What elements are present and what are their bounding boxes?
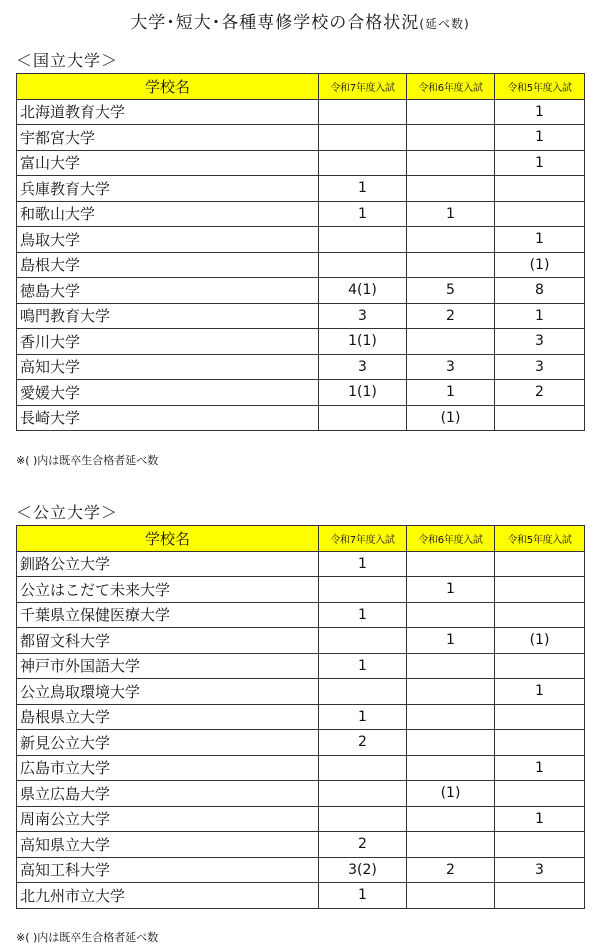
r6-count-cell xyxy=(407,730,495,756)
header-r6: 令和6年度入試 xyxy=(407,526,495,552)
school-name-cell: 宇都宮大学 xyxy=(17,125,319,151)
header-r6: 令和6年度入試 xyxy=(407,74,495,100)
national-note: ※( )内は既卒生合格者延べ数 xyxy=(16,454,159,467)
r5-count-cell: 1 xyxy=(495,99,585,125)
r7-count-cell: 4(1) xyxy=(319,278,407,304)
page-title-main: 大学･短大･各種専修学校の合格状況 xyxy=(130,13,420,33)
table-row xyxy=(17,653,585,679)
r5-count-cell: 8 xyxy=(495,278,585,304)
r6-count-cell xyxy=(407,679,495,705)
r7-count-cell: 3 xyxy=(319,354,407,380)
r7-count-cell xyxy=(319,781,407,807)
r7-count-cell: 1 xyxy=(319,704,407,730)
r7-count-cell: 1 xyxy=(319,201,407,227)
r7-count-cell xyxy=(319,227,407,253)
r6-count-cell xyxy=(407,653,495,679)
table-row xyxy=(17,883,585,909)
r6-count-cell xyxy=(407,755,495,781)
national-section-label: ＜国立大学＞ xyxy=(16,51,119,70)
r7-count-cell: 3 xyxy=(319,303,407,329)
r7-count-cell xyxy=(319,150,407,176)
r6-count-cell: 1 xyxy=(407,380,495,406)
r5-count-cell xyxy=(495,176,585,202)
r7-count-cell xyxy=(319,628,407,654)
table-row xyxy=(17,577,585,603)
school-name-cell: 広島市立大学 xyxy=(17,755,319,781)
r7-count-cell: 3(2) xyxy=(319,857,407,883)
table-row xyxy=(17,99,585,125)
r5-count-cell: 3 xyxy=(495,354,585,380)
r5-count-cell xyxy=(495,832,585,858)
table-row xyxy=(17,806,585,832)
r6-count-cell xyxy=(407,704,495,730)
table-row xyxy=(17,781,585,807)
header-school-name: 学校名 xyxy=(17,74,319,100)
public-note: ※( )内は既卒生合格者延べ数 xyxy=(16,931,159,944)
table-row xyxy=(17,602,585,628)
r7-count-cell xyxy=(319,125,407,151)
r7-count-cell: 1 xyxy=(319,883,407,909)
school-name-cell: 釧路公立大学 xyxy=(17,551,319,577)
r6-count-cell xyxy=(407,329,495,355)
r5-count-cell: (1) xyxy=(495,252,585,278)
header-r5: 令和5年度入試 xyxy=(495,526,585,552)
page-title xyxy=(0,8,600,33)
school-name-cell: 高知県立大学 xyxy=(17,832,319,858)
table-row xyxy=(17,704,585,730)
r5-count-cell xyxy=(495,201,585,227)
r5-count-cell xyxy=(495,883,585,909)
table-header-row xyxy=(17,74,585,100)
r6-count-cell xyxy=(407,99,495,125)
public-university-table xyxy=(16,525,585,909)
table-row xyxy=(17,354,585,380)
r7-count-cell xyxy=(319,405,407,431)
school-name-cell: 北海道教育大学 xyxy=(17,99,319,125)
r5-count-cell xyxy=(495,730,585,756)
r6-count-cell: 2 xyxy=(407,857,495,883)
school-name-cell: 和歌山大学 xyxy=(17,201,319,227)
r7-count-cell xyxy=(319,252,407,278)
r6-count-cell xyxy=(407,252,495,278)
school-name-cell: 香川大学 xyxy=(17,329,319,355)
r6-count-cell: 5 xyxy=(407,278,495,304)
r6-count-cell xyxy=(407,602,495,628)
school-name-cell: 高知大学 xyxy=(17,354,319,380)
school-name-cell: 千葉県立保健医療大学 xyxy=(17,602,319,628)
r6-count-cell: 1 xyxy=(407,628,495,654)
r5-count-cell: 1 xyxy=(495,755,585,781)
table-row xyxy=(17,380,585,406)
r5-count-cell: 2 xyxy=(495,380,585,406)
header-r7: 令和7年度入試 xyxy=(319,526,407,552)
r5-count-cell: 1 xyxy=(495,679,585,705)
table-row xyxy=(17,857,585,883)
school-name-cell: 鳥取大学 xyxy=(17,227,319,253)
r5-count-cell: (1) xyxy=(495,628,585,654)
r6-count-cell xyxy=(407,125,495,151)
r6-count-cell: 1 xyxy=(407,201,495,227)
school-name-cell: 島根県立大学 xyxy=(17,704,319,730)
school-name-cell: 周南公立大学 xyxy=(17,806,319,832)
school-name-cell: 公立はこだて未来大学 xyxy=(17,577,319,603)
table-row xyxy=(17,278,585,304)
r5-count-cell: 1 xyxy=(495,806,585,832)
header-r5: 令和5年度入試 xyxy=(495,74,585,100)
school-name-cell: 県立広島大学 xyxy=(17,781,319,807)
table-row xyxy=(17,227,585,253)
table-row xyxy=(17,755,585,781)
r6-count-cell: 1 xyxy=(407,577,495,603)
r7-count-cell xyxy=(319,577,407,603)
r6-count-cell xyxy=(407,832,495,858)
school-name-cell: 島根大学 xyxy=(17,252,319,278)
r6-count-cell xyxy=(407,176,495,202)
r7-count-cell: 2 xyxy=(319,730,407,756)
r7-count-cell xyxy=(319,679,407,705)
r6-count-cell xyxy=(407,883,495,909)
school-name-cell: 富山大学 xyxy=(17,150,319,176)
r6-count-cell: 3 xyxy=(407,354,495,380)
table-row xyxy=(17,679,585,705)
r5-count-cell xyxy=(495,405,585,431)
r5-count-cell xyxy=(495,551,585,577)
table-row xyxy=(17,551,585,577)
school-name-cell: 愛媛大学 xyxy=(17,380,319,406)
r5-count-cell xyxy=(495,781,585,807)
school-name-cell: 長崎大学 xyxy=(17,405,319,431)
r5-count-cell xyxy=(495,704,585,730)
r7-count-cell xyxy=(319,755,407,781)
school-name-cell: 公立鳥取環境大学 xyxy=(17,679,319,705)
r5-count-cell xyxy=(495,602,585,628)
school-name-cell: 兵庫教育大学 xyxy=(17,176,319,202)
school-name-cell: 都留文科大学 xyxy=(17,628,319,654)
r6-count-cell xyxy=(407,551,495,577)
r6-count-cell: 2 xyxy=(407,303,495,329)
r7-count-cell: 1(1) xyxy=(319,380,407,406)
r5-count-cell xyxy=(495,653,585,679)
table-row xyxy=(17,628,585,654)
r7-count-cell: 2 xyxy=(319,832,407,858)
school-name-cell: 神戸市外国語大学 xyxy=(17,653,319,679)
r7-count-cell: 1 xyxy=(319,551,407,577)
r5-count-cell xyxy=(495,577,585,603)
r6-count-cell xyxy=(407,806,495,832)
r5-count-cell: 1 xyxy=(495,303,585,329)
r7-count-cell xyxy=(319,99,407,125)
table-row xyxy=(17,201,585,227)
r7-count-cell xyxy=(319,806,407,832)
header-school-name: 学校名 xyxy=(17,526,319,552)
school-name-cell: 高知工科大学 xyxy=(17,857,319,883)
r5-count-cell: 1 xyxy=(495,125,585,151)
r6-count-cell: (1) xyxy=(407,781,495,807)
school-name-cell: 徳島大学 xyxy=(17,278,319,304)
r7-count-cell: 1 xyxy=(319,176,407,202)
school-name-cell: 鳴門教育大学 xyxy=(17,303,319,329)
table-header-row xyxy=(17,526,585,552)
r7-count-cell: 1 xyxy=(319,602,407,628)
r5-count-cell: 3 xyxy=(495,857,585,883)
table-row xyxy=(17,252,585,278)
r6-count-cell: (1) xyxy=(407,405,495,431)
table-row xyxy=(17,832,585,858)
national-university-table xyxy=(16,73,585,431)
r7-count-cell: 1 xyxy=(319,653,407,679)
table-row xyxy=(17,329,585,355)
school-name-cell: 新見公立大学 xyxy=(17,730,319,756)
r6-count-cell xyxy=(407,227,495,253)
table-row xyxy=(17,176,585,202)
public-section-label: ＜公立大学＞ xyxy=(16,503,119,522)
r6-count-cell xyxy=(407,150,495,176)
table-row xyxy=(17,150,585,176)
r5-count-cell: 1 xyxy=(495,150,585,176)
r5-count-cell: 3 xyxy=(495,329,585,355)
table-row xyxy=(17,730,585,756)
table-row xyxy=(17,303,585,329)
page-title-suffix: (延べ数) xyxy=(419,17,470,31)
table-row xyxy=(17,125,585,151)
r7-count-cell: 1(1) xyxy=(319,329,407,355)
header-r7: 令和7年度入試 xyxy=(319,74,407,100)
r5-count-cell: 1 xyxy=(495,227,585,253)
school-name-cell: 北九州市立大学 xyxy=(17,883,319,909)
table-row xyxy=(17,405,585,431)
